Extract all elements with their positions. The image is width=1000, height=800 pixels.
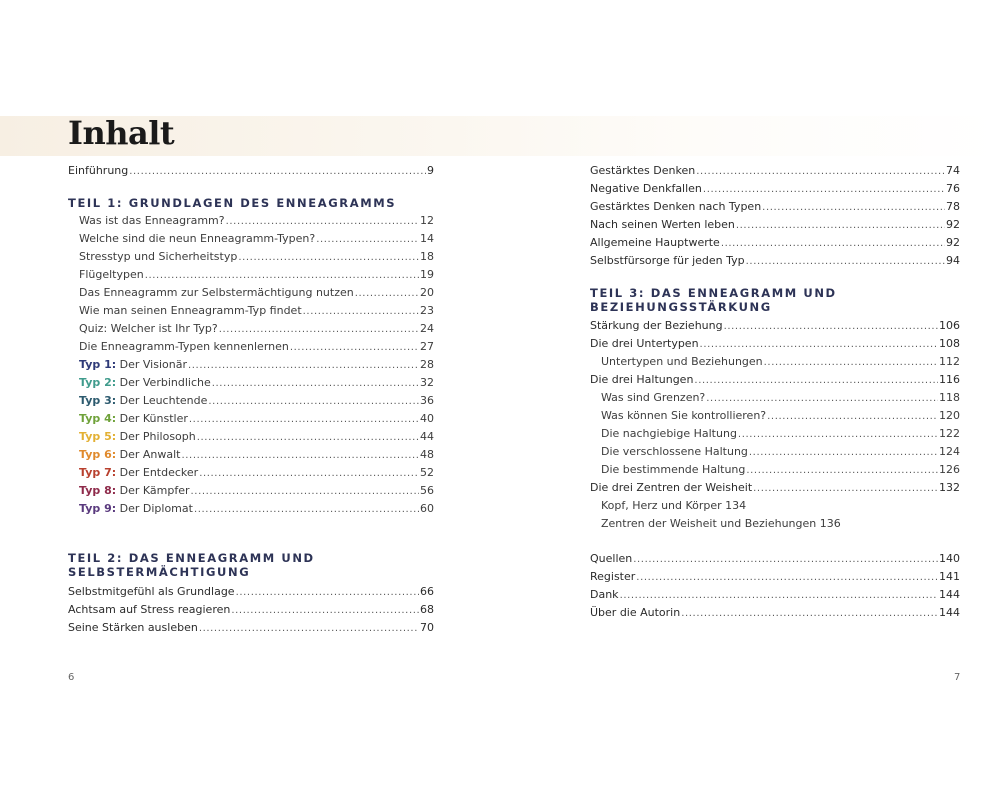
toc-entry[interactable]: Gestärktes Denken nach Typen ..... 78	[590, 198, 960, 216]
toc-entry[interactable]: Kopf, Herz und Körper 134	[601, 499, 747, 512]
toc-entry-typ-6[interactable]: Typ 6: Der Anwalt ..... 48	[79, 446, 434, 464]
toc-entry[interactable]: Die drei Untertypen ..... 108	[590, 335, 960, 353]
typ-prefix: Typ 2:	[79, 376, 117, 389]
toc-entry[interactable]: Stärkung der Beziehung ..... 106	[590, 317, 960, 335]
section-heading-teil1: TEIL 1: GRUNDLAGEN DES ENNEAGRAMMS	[68, 196, 397, 210]
typ-prefix: Typ 8:	[79, 484, 117, 497]
toc-entry[interactable]: Achtsam auf Stress reagieren ..... 68	[68, 601, 434, 619]
toc-entry-typ-3[interactable]: Typ 3: Der Leuchtende ..... 36	[79, 392, 434, 410]
section-heading-teil3: TEIL 3: DAS ENNEAGRAMM UND BEZIEHUNGSSTÄRKUNG	[590, 286, 837, 314]
toc-entry[interactable]: Quiz: Welcher ist Ihr Typ? ..... 24	[79, 320, 434, 338]
typ-prefix: Typ 5:	[79, 430, 117, 443]
toc-entry[interactable]: Über die Autorin ..... 144	[590, 604, 960, 622]
toc-entry[interactable]: Wie man seinen Enneagramm-Typ findet ..... 23	[79, 302, 434, 320]
toc-entry[interactable]: Dank ..... 144	[590, 586, 960, 604]
toc-entry[interactable]: Die nachgiebige Haltung ..... 122	[601, 425, 960, 443]
toc-entry[interactable]: Negative Denkfallen ..... 76	[590, 180, 960, 198]
toc-right-column	[590, 0, 960, 800]
typ-prefix: Typ 4:	[79, 412, 117, 425]
toc-entry[interactable]: Die drei Zentren der Weisheit ..... 132	[590, 479, 960, 497]
toc-left-column	[68, 0, 434, 800]
toc-entry[interactable]: Selbstmitgefühl als Grundlage ..... 66	[68, 583, 434, 601]
toc-entry[interactable]: Seine Stärken ausleben ..... 70	[68, 619, 434, 637]
typ-prefix: Typ 3:	[79, 394, 117, 407]
toc-entry-typ-4[interactable]: Typ 4: Der Künstler ..... 40	[79, 410, 434, 428]
toc-entry[interactable]: Register ..... 141	[590, 568, 960, 586]
toc-entry[interactable]: Die verschlossene Haltung ..... 124	[601, 443, 960, 461]
toc-entry-typ-8[interactable]: Typ 8: Der Kämpfer ..... 56	[79, 482, 434, 500]
toc-entry[interactable]: Gestärktes Denken ..... 74	[590, 162, 960, 180]
typ-prefix: Typ 1:	[79, 358, 117, 371]
toc-entry-typ-2[interactable]: Typ 2: Der Verbindliche ..... 32	[79, 374, 434, 392]
section-heading-teil2: TEIL 2: DAS ENNEAGRAMM UND SELBSTERMÄCHTIGUNG	[68, 551, 315, 579]
toc-entry[interactable]: Allgemeine Hauptwerte ..... 92	[590, 234, 960, 252]
toc-entry[interactable]: Das Enneagramm zur Selbstermächtigung nutzen ..... 20	[79, 284, 434, 302]
toc-entry[interactable]: Die Enneagramm-Typen kennenlernen ..... 27	[79, 338, 434, 356]
toc-entry[interactable]: Stresstyp und Sicherheitstyp ..... 18	[79, 248, 434, 266]
toc-entry[interactable]: Was sind Grenzen? ..... 118	[601, 389, 960, 407]
toc-entry[interactable]: Was können Sie kontrollieren? ..... 120	[601, 407, 960, 425]
typ-prefix: Typ 6:	[79, 448, 117, 461]
toc-entry[interactable]: Nach seinen Werten leben ..... 92	[590, 216, 960, 234]
toc-entry[interactable]: Selbstfürsorge für jeden Typ ..... 94	[590, 252, 960, 270]
page-number-right: 7	[954, 672, 961, 683]
page-number-left: 6	[68, 672, 75, 683]
toc-entry[interactable]: Was ist das Enneagramm? ..... 12	[79, 212, 434, 230]
toc-entry[interactable]: Die bestimmende Haltung ..... 126	[601, 461, 960, 479]
toc-entry-typ-9[interactable]: Typ 9: Der Diplomat ..... 60	[79, 500, 434, 518]
toc-entry-intro[interactable]: Einführung ..... 9	[68, 162, 434, 180]
page-title: Inhalt	[68, 114, 175, 152]
toc-entry[interactable]: Flügeltypen ..... 19	[79, 266, 434, 284]
toc-entry[interactable]: Quellen ..... 140	[590, 550, 960, 568]
typ-prefix: Typ 9:	[79, 502, 117, 515]
toc-entry-typ-1[interactable]: Typ 1: Der Visionär ..... 28	[79, 356, 434, 374]
typ-prefix: Typ 7:	[79, 466, 117, 479]
toc-entry[interactable]: Zentren der Weisheit und Beziehungen 136	[601, 517, 841, 530]
toc-entry-typ-5[interactable]: Typ 5: Der Philosoph ..... 44	[79, 428, 434, 446]
toc-entry[interactable]: Welche sind die neun Enneagramm-Typen? ..... 14	[79, 230, 434, 248]
toc-entry[interactable]: Die drei Haltungen ..... 116	[590, 371, 960, 389]
toc-entry[interactable]: Untertypen und Beziehungen ..... 112	[601, 353, 960, 371]
toc-entry-typ-7[interactable]: Typ 7: Der Entdecker ..... 52	[79, 464, 434, 482]
